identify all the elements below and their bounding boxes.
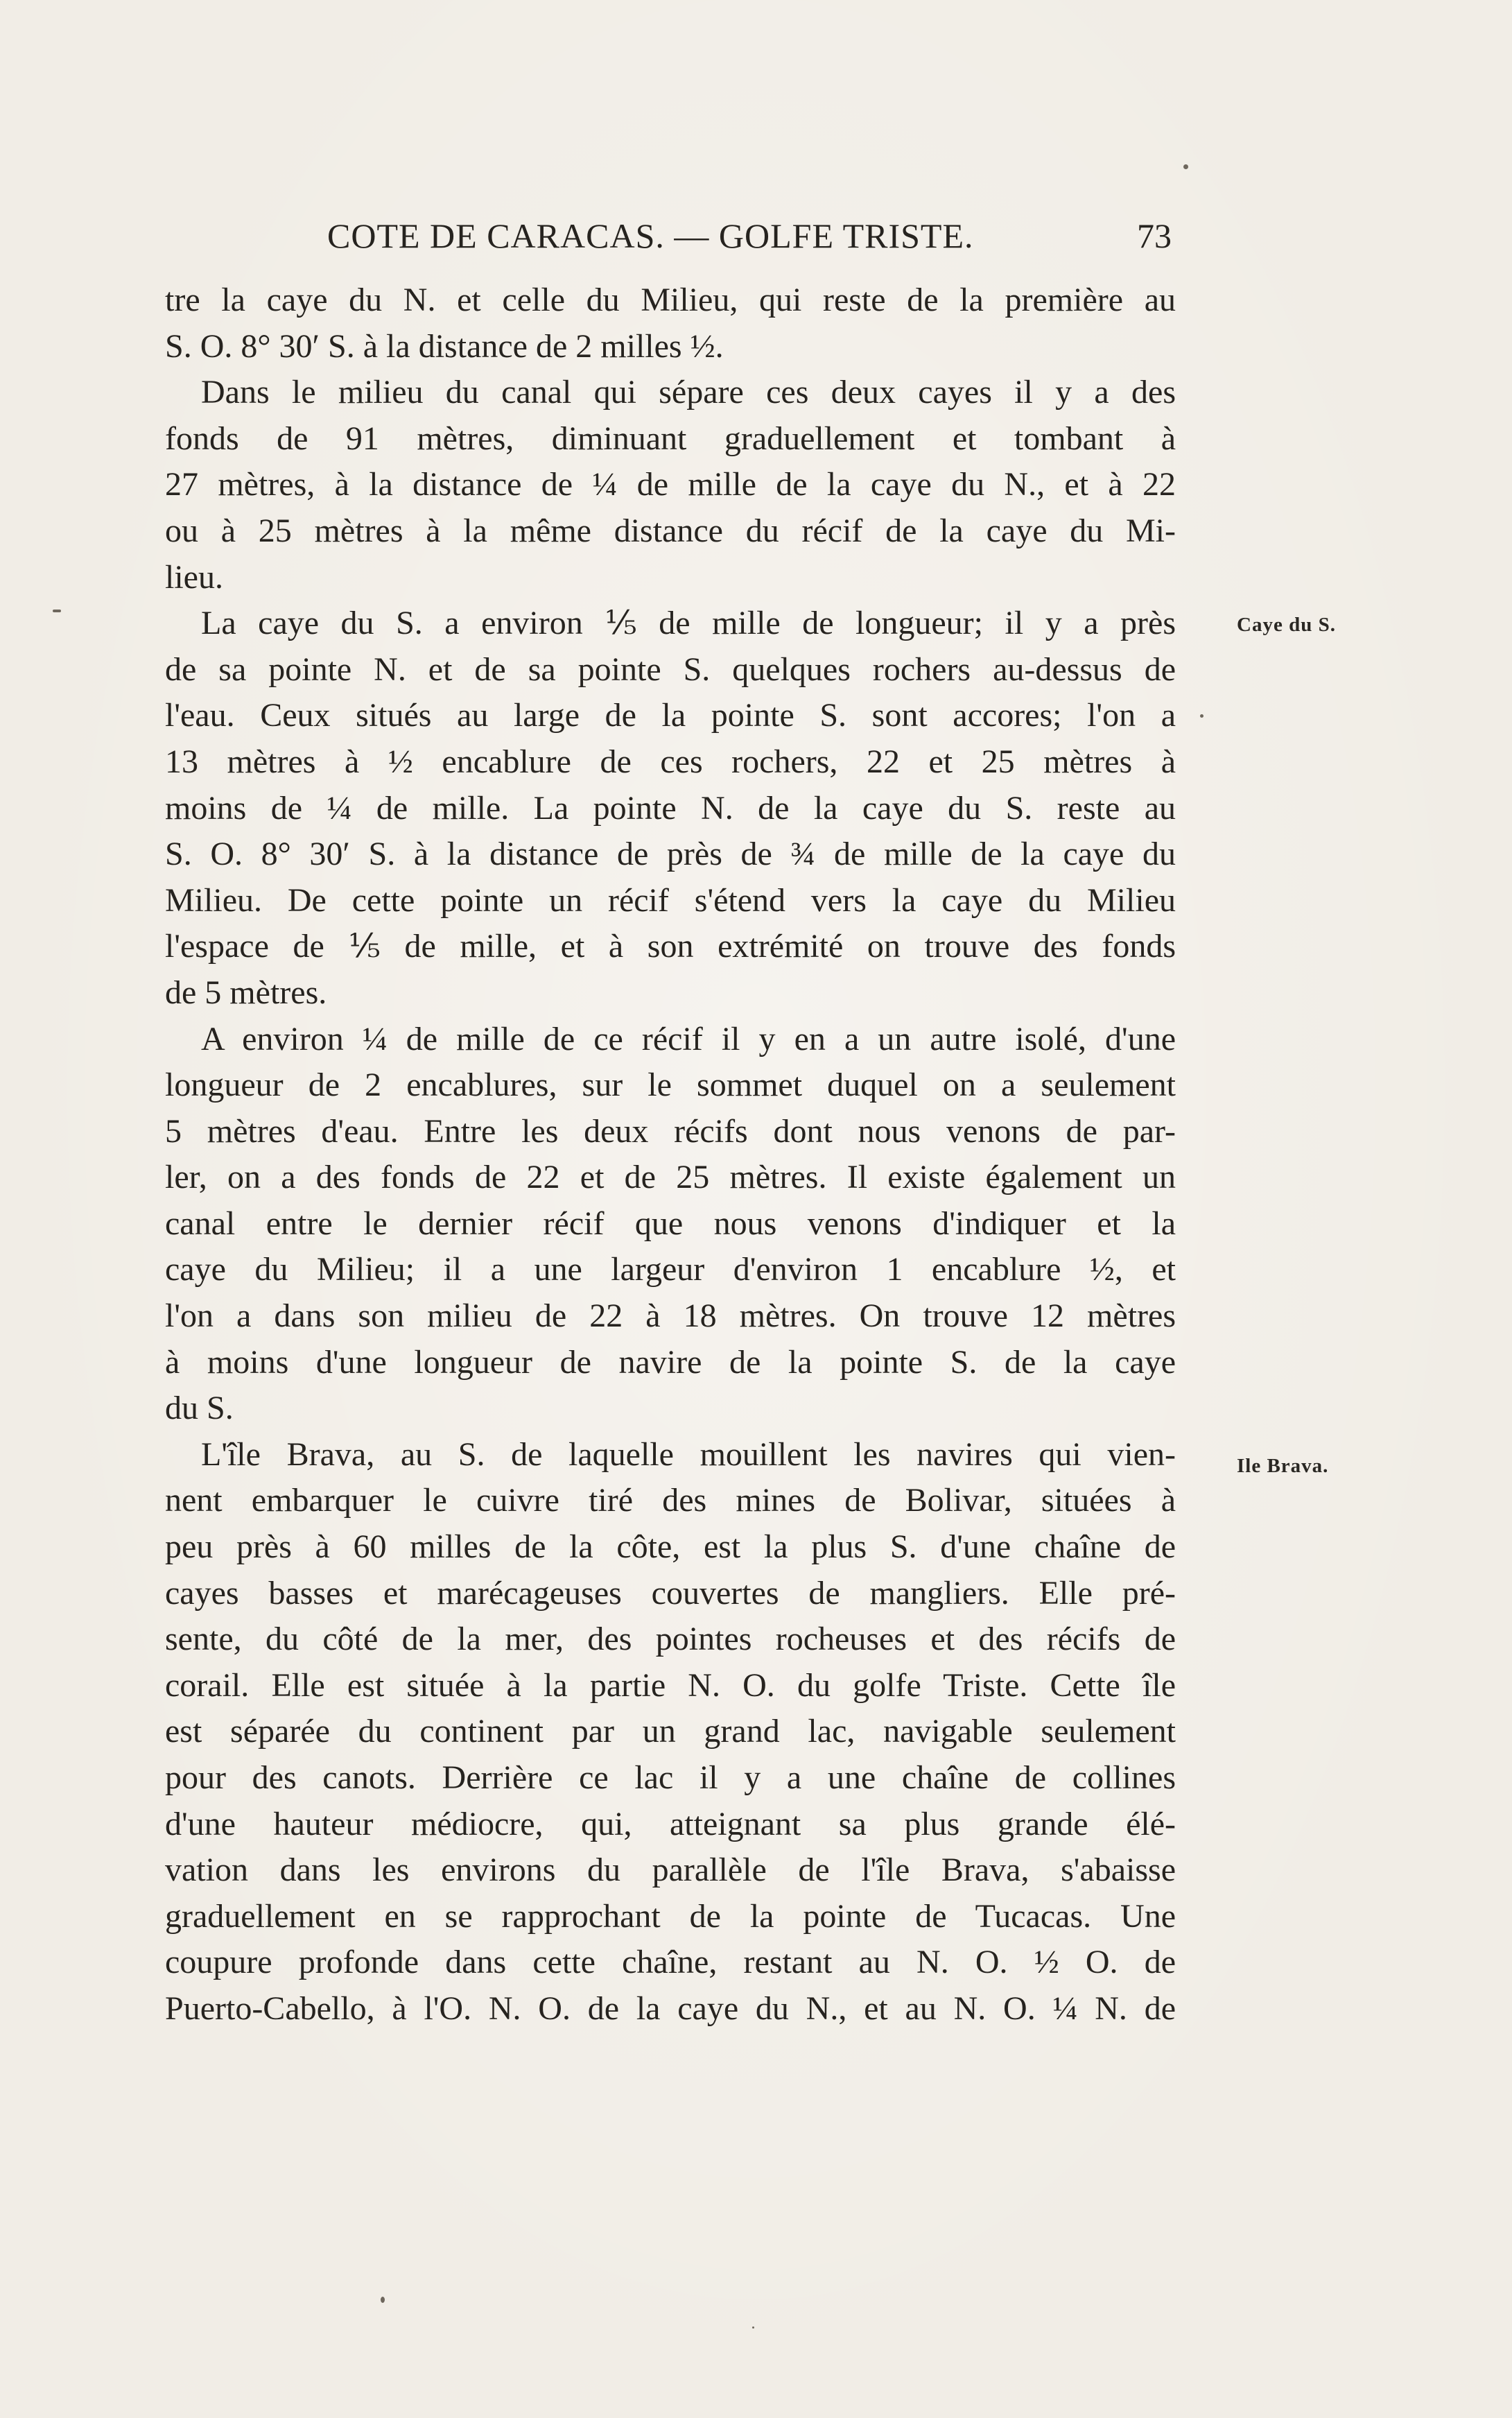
text-line: pour des canots. Derrière ce lac il y a une chaîne de collines [165,1759,1176,1796]
text-line: 13 mètres à ½ encablure de ces rochers, 22 et 25 mètres à [165,743,1176,780]
text-line: l'on a dans son milieu de 22 à 18 mètres. On trouve 12 mètres [165,1297,1176,1335]
text-line: à moins d'une longueur de navire de la pointe S. de la caye [165,1343,1176,1381]
text-line: moins de ¼ de mille. La pointe N. de la caye du S. reste au [165,789,1176,827]
text-line: vation dans les environs du parallèle de l'île Brava, s'abaisse [165,1851,1176,1889]
margin-note-ile-brava: Ile Brava. [1237,1455,1329,1477]
text-line: Milieu. De cette pointe un récif s'étend vers la caye du Milieu [165,881,1176,919]
body-text [165,277,1176,2032]
text-line: cayes basses et marécageuses couvertes de mangliers. Elle pré- [165,1574,1176,1612]
text-line: corail. Elle est située à la partie N. O. du golfe Triste. Cette île [165,1666,1176,1704]
page-header [166,208,1172,264]
page-number: 73 [1137,216,1172,255]
text-line: Puerto-Cabello, à l'O. N. O. de la caye du N., et au N. O. ¼ N. de [165,1989,1176,2027]
text-line: sente, du côté de la mer, des pointes rocheuses et des récifs de [165,1621,1176,1658]
text-line: 5 mètres d'eau. Entre les deux récifs dont nous venons de par- [165,1112,1176,1150]
margin-note-caye-du-s: Caye du S. [1237,614,1336,636]
text-line: ou à 25 mètres à la même distance du récif de la caye du Mi- [165,512,1176,549]
text-line: lieu. [165,558,223,596]
text-line: S. O. 8° 30′ S. à la distance de près de ¾ de mille de la caye du [165,836,1176,873]
text-line: de sa pointe N. et de sa pointe S. quelques rochers au-dessus de [165,650,1176,688]
text-line: tre la caye du N. et celle du Milieu, qui reste de la première au [165,282,1176,318]
text-line: caye du Milieu; il a une largeur d'environ 1 encablure ½, et [165,1251,1176,1288]
paper-speck [1200,714,1203,718]
text-line: S. O. 8° 30′ S. à la distance de 2 milles ½. [165,327,724,365]
paper-speck [381,2297,385,2303]
text-line: 27 mètres, à la distance de ¼ de mille de la caye du N., et à 22 [165,466,1176,503]
text-line: nent embarquer le cuivre tiré des mines de Bolivar, situées à [165,1482,1176,1519]
text-line: La caye du S. a environ ⅕ de mille de longueur; il y a près [201,605,1176,642]
text-line: canal entre le dernier récif que nous venons d'indiquer et la [165,1204,1176,1242]
text-line: du S. [165,1390,234,1427]
text-line: L'île Brava, au S. de laquelle mouillent les navires qui vien- [201,1435,1176,1473]
text-line: longueur de 2 encablures, sur le sommet duquel on a seulement [165,1066,1176,1104]
paper-speck [752,2326,754,2329]
text-line: l'espace de ⅕ de mille, et à son extrémité on trouve des fonds [165,928,1176,965]
text-line: fonds de 91 mètres, diminuant graduellement et tombant à [165,420,1176,457]
paper-speck [53,610,61,612]
text-line: l'eau. Ceux situés au large de la pointe S. sont accores; l'on a [165,697,1176,734]
text-line: est séparée du continent par un grand lac, navigable seulement [165,1713,1176,1750]
text-line: coupure profonde dans cette chaîne, restant au N. O. ½ O. de [165,1944,1176,1981]
running-title: COTE DE CARACAS. — GOLFE TRISTE. [327,216,974,255]
text-line: Dans le milieu du canal qui sépare ces deux cayes il y a des [201,374,1176,411]
text-line: d'une hauteur médiocre, qui, atteignant sa plus grande élé- [165,1805,1176,1842]
text-line: ler, on a des fonds de 22 et de 25 mètres. Il existe également un [165,1159,1176,1196]
text-line: graduellement en se rapprochant de la pointe de Tucacas. Une [165,1897,1176,1935]
text-line: peu près à 60 milles de la côte, est la plus S. d'une chaîne de [165,1528,1176,1566]
text-line: A environ ¼ de mille de ce récif il y en a un autre isolé, d'une [201,1020,1176,1057]
text-line: de 5 mètres. [165,974,327,1011]
paper-speck [1183,164,1188,169]
